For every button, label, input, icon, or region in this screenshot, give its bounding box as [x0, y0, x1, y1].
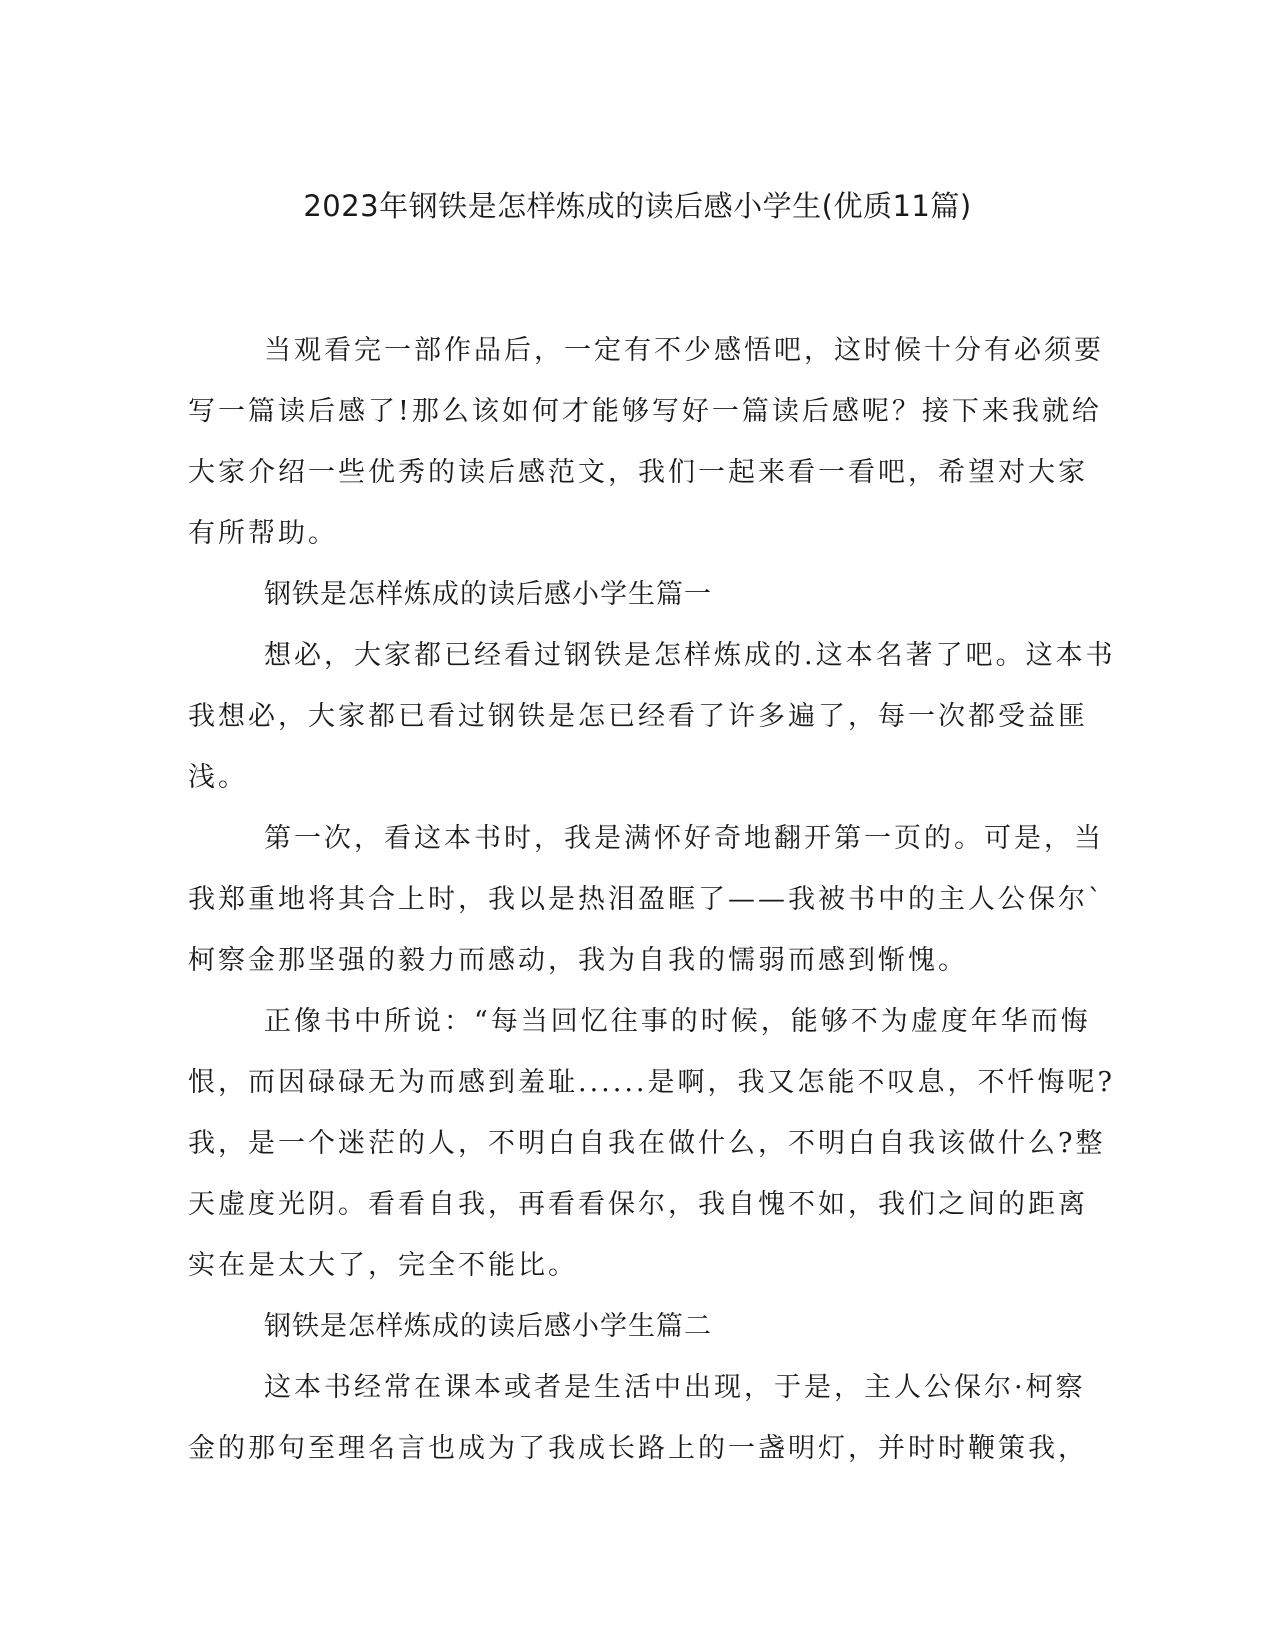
document-body [188, 320, 1116, 1479]
paragraph-line: 柯察金那坚强的毅力而感动，我为自我的懦弱而感到惭愧。 [188, 945, 968, 976]
paragraph-line: 我郑重地将其合上时，我以是热泪盈眶了——我被书中的主人公保尔` [188, 884, 1105, 915]
paragraph-line: 实在是太大了，完全不能比。 [188, 1250, 578, 1281]
paragraph-intro-line: 有所帮助。 [188, 518, 338, 549]
paragraph-line: 恨，而因碌碌无为而感到羞耻......是啊，我又怎能不叹息，不忏悔呢? [188, 1067, 1115, 1098]
document-title: 2023年钢铁是怎样炼成的读后感小学生(优质11篇) [303, 189, 972, 223]
paragraph-line: 天虚度光阴。看看自我，再看看保尔，我自愧不如，我们之间的距离 [188, 1189, 1088, 1220]
paragraph-line: 浅。 [188, 762, 248, 793]
paragraph-line: 这本书经常在课本或者是生活中出现，于是，主人公保尔·柯察 [264, 1372, 1086, 1403]
paragraph-line: 我，是一个迷茫的人，不明白自我在做什么，不明白自我该做什么?整 [188, 1128, 1106, 1159]
paragraph-intro-line: 写一篇读后感了!那么该如何才能够写好一篇读后感呢？接下来我就给 [188, 396, 1102, 427]
paragraph-intro-line: 大家介绍一些优秀的读后感范文，我们一起来看一看吧，希望对大家 [188, 457, 1088, 488]
paragraph-line: 正像书中所说：“每当回忆往事的时候，能够不为虚度年华而悔 [264, 1006, 1091, 1037]
paragraph-line: 第一次，看这本书时，我是满怀好奇地翻开第一页的。可是，当 [264, 823, 1104, 854]
paragraph-line: 想必，大家都已经看过钢铁是怎样炼成的.这本名著了吧。这本书 [264, 640, 1116, 671]
paragraph-line: 我想必，大家都已看过钢铁是怎已经看了许多遍了，每一次都受益匪 [188, 701, 1088, 732]
paragraph-intro-line: 当观看完一部作品后，一定有不少感悟吧，这时候十分有必须要 [264, 335, 1104, 366]
paragraph-line: 金的那句至理名言也成为了我成长路上的一盏明灯，并时时鞭策我， [188, 1433, 1088, 1464]
section-heading-2: 钢铁是怎样炼成的读后感小学生篇二 [264, 1311, 712, 1342]
section-heading-1: 钢铁是怎样炼成的读后感小学生篇一 [264, 579, 712, 610]
